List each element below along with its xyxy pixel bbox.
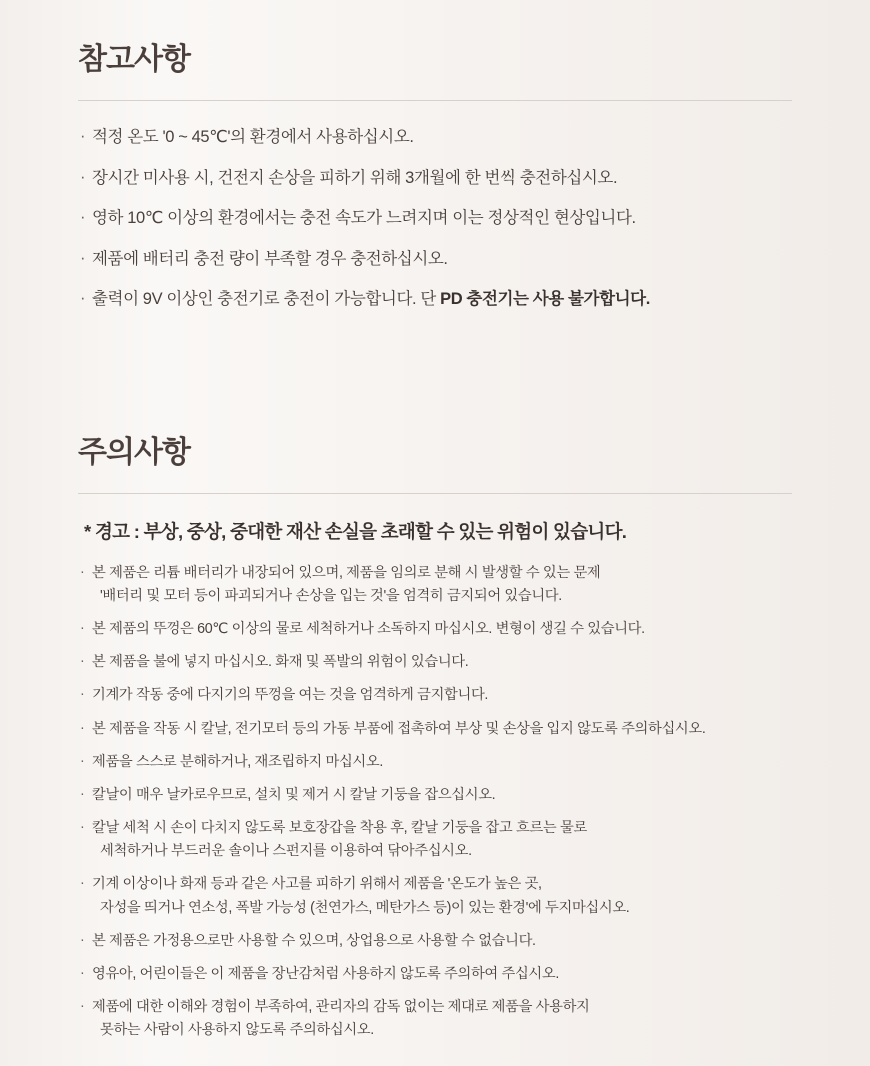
- caution-divider: [78, 493, 792, 494]
- list-item: [78, 247, 792, 273]
- list-item: [78, 718, 792, 741]
- list-item: [78, 651, 792, 674]
- notes-item-text: 영하 10℃ 이상의 환경에서는 충전 속도가 느려지며 이는 정상적인 현상입니다.: [92, 209, 636, 228]
- caution-section: [0, 409, 870, 1066]
- caution-title: 주의사항: [78, 435, 190, 469]
- list-item: [78, 618, 792, 641]
- list-item: [78, 206, 792, 232]
- list-item: [78, 817, 792, 863]
- caution-item-line2: 못하는 사람이 사용하지 않도록 주의하십시오.: [100, 1022, 374, 1039]
- list-item: [78, 125, 792, 151]
- notes-item-text: 제품에 배터리 충전 량이 부족할 경우 충전하십시오.: [92, 249, 448, 268]
- notes-item-text: 장시간 미사용 시, 건전지 손상을 피하기 위해 3개월에 한 번씩 충전하십시오.: [92, 168, 618, 187]
- list-item: [78, 963, 792, 986]
- caution-item-line1: 칼날이 매우 날카로우므로, 설치 및 제거 시 칼날 기둥을 잡으십시오.: [92, 786, 496, 803]
- caution-item-line2: 세척하거나 부드러운 솔이나 스펀지를 이용하여 닦아주십시오.: [100, 843, 472, 860]
- notes-item-text: 출력이 9V 이상인 충전기로 충전이 가능합니다. 단: [92, 290, 441, 309]
- caution-item-line1: 본 제품을 불에 넣지 마십시오. 화재 및 폭발의 위험이 있습니다.: [92, 654, 469, 671]
- warning-headline: * 경고 : 부상, 중상, 중대한 재산 손실을 초래할 수 있는 위험이 있습니다.: [84, 520, 627, 542]
- notes-list: [78, 125, 792, 313]
- list-item: [78, 562, 792, 608]
- notes-item-emphasis: PD 충전기는 사용 불가합니다.: [440, 290, 650, 309]
- caution-item-line1: 본 제품을 작동 시 칼날, 전기모터 등의 가동 부품에 접촉하여 부상 및 손상을 입지 않도록 주의하십시오.: [92, 720, 706, 737]
- caution-item-line1: 본 제품은 리튬 배터리가 내장되어 있으며, 제품을 임의로 분해 시 발생할 수 있는 문제: [92, 564, 601, 581]
- list-item: [78, 873, 792, 919]
- list-item: [78, 287, 792, 313]
- list-item: [78, 166, 792, 192]
- caution-item-line1: 제품에 대한 이해와 경험이 부족하여, 관리자의 감독 없이는 제대로 제품을 사용하지: [92, 999, 590, 1015]
- caution-item-line1: 기계가 작동 중에 다지기의 뚜껑을 여는 것을 엄격하게 금지합니다.: [92, 687, 489, 704]
- notes-item-text: 적정 온도 '0 ~ 45℃'의 환경에서 사용하십시오.: [92, 128, 414, 146]
- bottom-spacer: [78, 1042, 792, 1066]
- caution-item-line1: 본 제품의 뚜껑은 60℃ 이상의 물로 세척하거나 소독하지 마십시오. 변형이 생길 수 있습니다.: [92, 621, 645, 638]
- notes-divider: [78, 100, 792, 101]
- caution-item-line2: '배터리 및 모터 등이 파괴되거나 손상을 입는 것'을 엄격히 금지되어 있습니다.: [100, 587, 562, 604]
- section-gap: [0, 313, 870, 409]
- caution-item-line1: 칼날 세척 시 손이 다치지 않도록 보호장갑을 착용 후, 칼날 기둥을 잡고 흐르는 물로: [92, 820, 587, 837]
- caution-item-line1: 제품을 스스로 분해하거나, 재조립하지 마십시오.: [92, 753, 383, 770]
- caution-item-line1: 본 제품은 가정용으로만 사용할 수 있으며, 상업용으로 사용할 수 없습니다.: [92, 932, 536, 949]
- caution-item-line1: 기계 이상이나 화재 등과 같은 사고를 피하기 위해서 제품을 '온도가 높은 곳,: [92, 876, 542, 893]
- list-item: [78, 996, 792, 1042]
- list-item: [78, 751, 792, 774]
- caution-list: [78, 562, 792, 1043]
- notes-section: [0, 0, 870, 313]
- caution-item-line1: 영유아, 어린이들은 이 제품을 장난감처럼 사용하지 않도록 주의하여 주십시오.: [92, 965, 559, 982]
- caution-item-line2: 자성을 띄거나 연소성, 폭발 가능성 (천연가스, 메탄가스 등)이 있는 환경'에 두지마십시오.: [100, 899, 630, 916]
- notes-title: 참고사항: [78, 43, 190, 76]
- list-item: [78, 684, 792, 707]
- list-item: [78, 930, 792, 953]
- list-item: [78, 784, 792, 807]
